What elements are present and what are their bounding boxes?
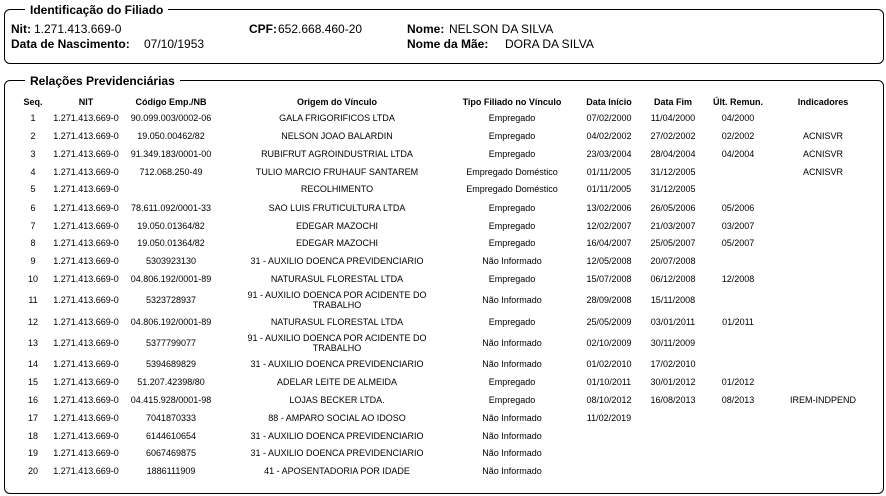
cell-tipo: Empregado xyxy=(488,377,536,387)
cell-nit: 1.271.413.669-0 xyxy=(53,184,119,194)
cell-seq: 17 xyxy=(27,413,39,423)
cell-codigo: 1886111909 xyxy=(146,466,196,476)
cell-data-inicio: 07/02/2000 xyxy=(586,113,632,123)
relacoes-section xyxy=(4,80,884,494)
cell-seq: 12 xyxy=(27,317,39,327)
cell-data-inicio: 02/10/2009 xyxy=(586,338,632,348)
cell-nit: 1.271.413.669-0 xyxy=(53,131,119,141)
cell-codigo: 51.207.42398/80 xyxy=(137,377,205,387)
cell-codigo: 5323728937 xyxy=(145,295,197,305)
cell-codigo: 78.611.092/0001-33 xyxy=(131,203,211,213)
cell-data-inicio: 12/02/2007 xyxy=(586,221,632,231)
cell-origem: NATURASUL FLORESTAL LTDA xyxy=(270,274,404,284)
cell-tipo: Não Informado xyxy=(482,431,542,441)
cell-data-fim: 28/04/2004 xyxy=(650,149,696,159)
cell-codigo: 6067469875 xyxy=(145,448,197,458)
col-header-seq: Seq. xyxy=(23,97,43,107)
cell-ult-remun: 12/2008 xyxy=(721,274,755,284)
nascimento-label: Data de Nascimento: xyxy=(11,37,130,51)
col-header-indicadores: Indicadores xyxy=(797,97,849,107)
cell-data-fim: 21/03/2007 xyxy=(650,221,696,231)
cell-ult-remun: 05/2007 xyxy=(721,238,755,248)
cell-seq: 19 xyxy=(27,448,39,458)
cell-tipo: Empregado xyxy=(488,317,536,327)
cell-nit: 1.271.413.669-0 xyxy=(53,274,119,284)
cell-tipo: Empregado xyxy=(488,113,536,123)
cell-data-fim: 16/08/2013 xyxy=(650,395,696,405)
cell-data-inicio: 28/09/2008 xyxy=(586,295,632,305)
cell-origem: RUBIFRUT AGROINDUSTRIAL LTDA xyxy=(261,149,413,159)
cell-seq: 6 xyxy=(30,203,36,213)
cell-tipo: Empregado xyxy=(488,238,536,248)
cell-origem: SAO LUIS FRUTICULTURA LTDA xyxy=(268,203,406,213)
mae-value: DORA DA SILVA xyxy=(505,37,594,51)
cell-ult-remun: 05/2006 xyxy=(721,203,755,213)
cell-indicadores: ACNISVR xyxy=(802,149,844,159)
cell-codigo: 7041870333 xyxy=(145,413,197,423)
cell-data-inicio: 01/11/2005 xyxy=(586,167,632,177)
cell-nit: 1.271.413.669-0 xyxy=(53,221,119,231)
cell-nit: 1.271.413.669-0 xyxy=(53,167,119,177)
cell-tipo: Empregado xyxy=(488,203,536,213)
cell-data-fim: 27/02/2002 xyxy=(650,131,696,141)
cell-data-fim: 06/12/2008 xyxy=(650,274,696,284)
cell-nit: 1.271.413.669-0 xyxy=(53,338,119,348)
cell-codigo: 04.806.192/0001-89 xyxy=(130,317,212,327)
cell-origem: 31 - AUXILIO DOENCA PREVIDENCIARIO xyxy=(250,256,424,266)
cell-tipo: Não Informado xyxy=(482,448,542,458)
cell-codigo: 04.806.192/0001-89 xyxy=(130,274,212,284)
identificacao-title: Identificação do Filiado xyxy=(25,3,168,17)
cell-seq: 10 xyxy=(27,274,39,284)
cell-ult-remun: 04/2000 xyxy=(721,113,755,123)
cell-nit: 1.271.413.669-0 xyxy=(53,359,119,369)
nome-value: NELSON DA SILVA xyxy=(449,22,554,36)
cell-seq: 16 xyxy=(27,395,39,405)
cell-origem: RECOLHIMENTO xyxy=(300,184,374,194)
nome-label: Nome: xyxy=(407,22,445,36)
cell-nit: 1.271.413.669-0 xyxy=(53,113,119,123)
cell-data-inicio: 12/05/2008 xyxy=(586,256,632,266)
cell-codigo: 712.068.250-49 xyxy=(139,167,203,177)
cell-origem: 91 - AUXILIO DOENCA POR ACIDENTE DO TRABALHO xyxy=(247,333,427,353)
cell-seq: 8 xyxy=(30,238,36,248)
cell-data-inicio: 15/07/2008 xyxy=(586,274,632,284)
cell-origem: 31 - AUXILIO DOENCA PREVIDENCIARIO xyxy=(250,431,424,441)
cell-origem: NELSON JOAO BALARDIN xyxy=(281,131,393,141)
col-header-nit: NIT xyxy=(78,97,94,107)
cpf-value: 652.668.460-20 xyxy=(278,22,363,36)
cell-nit: 1.271.413.669-0 xyxy=(53,149,119,159)
cell-nit: 1.271.413.669-0 xyxy=(53,238,119,248)
cell-seq: 9 xyxy=(30,256,36,266)
cell-origem: LOJAS BECKER LTDA. xyxy=(289,395,385,405)
cell-seq: 3 xyxy=(30,149,36,159)
cpf-label: CPF: xyxy=(249,22,277,36)
nascimento-value: 07/10/1953 xyxy=(144,37,205,51)
cell-seq: 7 xyxy=(30,221,36,231)
mae-label: Nome da Mãe: xyxy=(407,37,489,51)
col-header-tipo: Tipo Filiado no Vínculo xyxy=(462,97,562,107)
cell-origem: 91 - AUXILIO DOENCA POR ACIDENTE DO TRABALHO xyxy=(247,290,427,310)
cell-nit: 1.271.413.669-0 xyxy=(53,295,119,305)
cell-data-inicio: 23/03/2004 xyxy=(586,149,632,159)
cell-codigo: 6144610654 xyxy=(145,431,197,441)
cell-codigo: 5377799077 xyxy=(145,338,197,348)
cell-seq: 1 xyxy=(30,113,36,123)
cell-codigo: 19.050.01364/82 xyxy=(137,221,205,231)
cell-data-fim: 31/12/2005 xyxy=(650,184,696,194)
cell-data-inicio: 13/02/2006 xyxy=(586,203,632,213)
cell-codigo: 19.050.00462/82 xyxy=(137,131,205,141)
cell-origem: GALA FRIGORIFICOS LTDA xyxy=(279,113,395,123)
cell-data-fim: 11/04/2000 xyxy=(650,113,696,123)
cell-data-fim: 30/11/2009 xyxy=(650,338,696,348)
cell-nit: 1.271.413.669-0 xyxy=(53,448,119,458)
cell-origem: 31 - AUXILIO DOENCA PREVIDENCIARIO xyxy=(250,359,424,369)
cell-tipo: Empregado xyxy=(488,395,536,405)
cell-tipo: Não Informado xyxy=(482,466,542,476)
cell-ult-remun: 03/2007 xyxy=(721,221,755,231)
cell-origem: NATURASUL FLORESTAL LTDA xyxy=(270,317,404,327)
cell-codigo: 90.099.003/0002-06 xyxy=(130,113,212,123)
col-header-data-fim: Data Fim xyxy=(653,97,693,107)
cell-tipo: Não Informado xyxy=(482,256,542,266)
cell-data-fim: 26/05/2006 xyxy=(650,203,696,213)
cell-data-fim: 30/01/2012 xyxy=(650,377,696,387)
cell-origem: 88 - AMPARO SOCIAL AO IDOSO xyxy=(268,413,406,423)
nit-label: Nit: xyxy=(11,22,31,36)
cell-data-inicio: 16/04/2007 xyxy=(586,238,632,248)
cell-ult-remun: 01/2012 xyxy=(721,377,755,387)
cell-origem: ADELAR LEITE DE ALMEIDA xyxy=(276,377,398,387)
cell-data-fim: 20/07/2008 xyxy=(650,256,696,266)
cell-seq: 18 xyxy=(27,431,39,441)
cell-nit: 1.271.413.669-0 xyxy=(53,203,119,213)
cell-data-inicio: 01/11/2005 xyxy=(586,184,632,194)
cell-origem: EDEGAR MAZOCHI xyxy=(295,238,378,248)
cell-seq: 20 xyxy=(27,466,39,476)
cell-ult-remun: 02/2002 xyxy=(721,131,755,141)
cell-data-inicio: 25/05/2009 xyxy=(586,317,632,327)
col-header-codigo: Código Emp./NB xyxy=(135,97,207,107)
cell-codigo: 5303923130 xyxy=(145,256,197,266)
cell-nit: 1.271.413.669-0 xyxy=(53,395,119,405)
cell-codigo: 19.050.01364/82 xyxy=(137,238,205,248)
cell-nit: 1.271.413.669-0 xyxy=(53,466,119,476)
cell-tipo: Empregado Doméstico xyxy=(466,167,558,177)
cell-tipo: Empregado xyxy=(488,221,536,231)
cell-nit: 1.271.413.669-0 xyxy=(53,317,119,327)
cell-seq: 15 xyxy=(27,377,39,387)
cell-ult-remun: 01/2011 xyxy=(722,317,754,327)
cell-tipo: Não Informado xyxy=(482,413,542,423)
cell-data-inicio: 11/02/2019 xyxy=(586,413,632,423)
col-header-origem: Origem do Vínculo xyxy=(296,97,378,107)
cell-tipo: Empregado xyxy=(488,274,536,284)
cell-ult-remun: 04/2004 xyxy=(721,149,755,159)
cell-codigo: 91.349.183/0001-00 xyxy=(130,149,212,159)
cell-data-fim: 31/12/2005 xyxy=(650,167,696,177)
cell-data-inicio: 04/02/2002 xyxy=(586,131,632,141)
cell-nit: 1.271.413.669-0 xyxy=(53,256,119,266)
cell-tipo: Não Informado xyxy=(482,338,542,348)
cell-origem: TULIO MARCIO FRUHAUF SANTAREM xyxy=(255,167,419,177)
nit-value: 1.271.413.669-0 xyxy=(34,22,122,36)
cell-codigo: 04.415.928/0001-98 xyxy=(130,395,212,405)
cell-data-inicio: 08/10/2012 xyxy=(586,395,632,405)
cell-codigo: 5394689829 xyxy=(145,359,197,369)
cell-seq: 13 xyxy=(27,338,39,348)
col-header-data-inicio: Data Início xyxy=(586,97,632,107)
cell-indicadores: ACNISVR xyxy=(802,131,844,141)
cell-seq: 14 xyxy=(27,359,39,369)
col-header-ult-remun: Últ. Remun. xyxy=(712,97,764,107)
cell-data-inicio: 01/10/2011 xyxy=(586,377,632,387)
cell-origem: 31 - AUXILIO DOENCA PREVIDENCIARIO xyxy=(250,448,424,458)
cell-tipo: Empregado xyxy=(488,149,536,159)
cell-data-fim: 15/11/2008 xyxy=(650,295,696,305)
cell-nit: 1.271.413.669-0 xyxy=(53,377,119,387)
cell-nit: 1.271.413.669-0 xyxy=(53,413,119,423)
cell-origem: 41 - APOSENTADORIA POR IDADE xyxy=(264,466,410,476)
cell-indicadores: IREM-INDPEND xyxy=(789,395,857,405)
cell-tipo: Não Informado xyxy=(482,295,542,305)
cell-seq: 4 xyxy=(30,167,36,177)
relacoes-title: Relações Previdenciárias xyxy=(25,74,180,88)
cell-tipo: Empregado xyxy=(488,131,536,141)
cell-tipo: Empregado Doméstico xyxy=(466,184,558,194)
cell-seq: 11 xyxy=(28,295,38,305)
cell-seq: 5 xyxy=(30,184,36,194)
cell-ult-remun: 08/2013 xyxy=(721,395,755,405)
cell-origem: EDEGAR MAZOCHI xyxy=(295,221,378,231)
cell-tipo: Não Informado xyxy=(482,359,542,369)
cell-data-fim: 03/01/2011 xyxy=(650,317,696,327)
cell-data-fim: 25/05/2007 xyxy=(650,238,696,248)
cell-seq: 2 xyxy=(30,131,36,141)
cell-nit: 1.271.413.669-0 xyxy=(53,431,119,441)
cell-indicadores: ACNISVR xyxy=(802,167,844,177)
cell-data-inicio: 01/02/2010 xyxy=(586,359,632,369)
cell-data-fim: 17/02/2010 xyxy=(650,359,696,369)
